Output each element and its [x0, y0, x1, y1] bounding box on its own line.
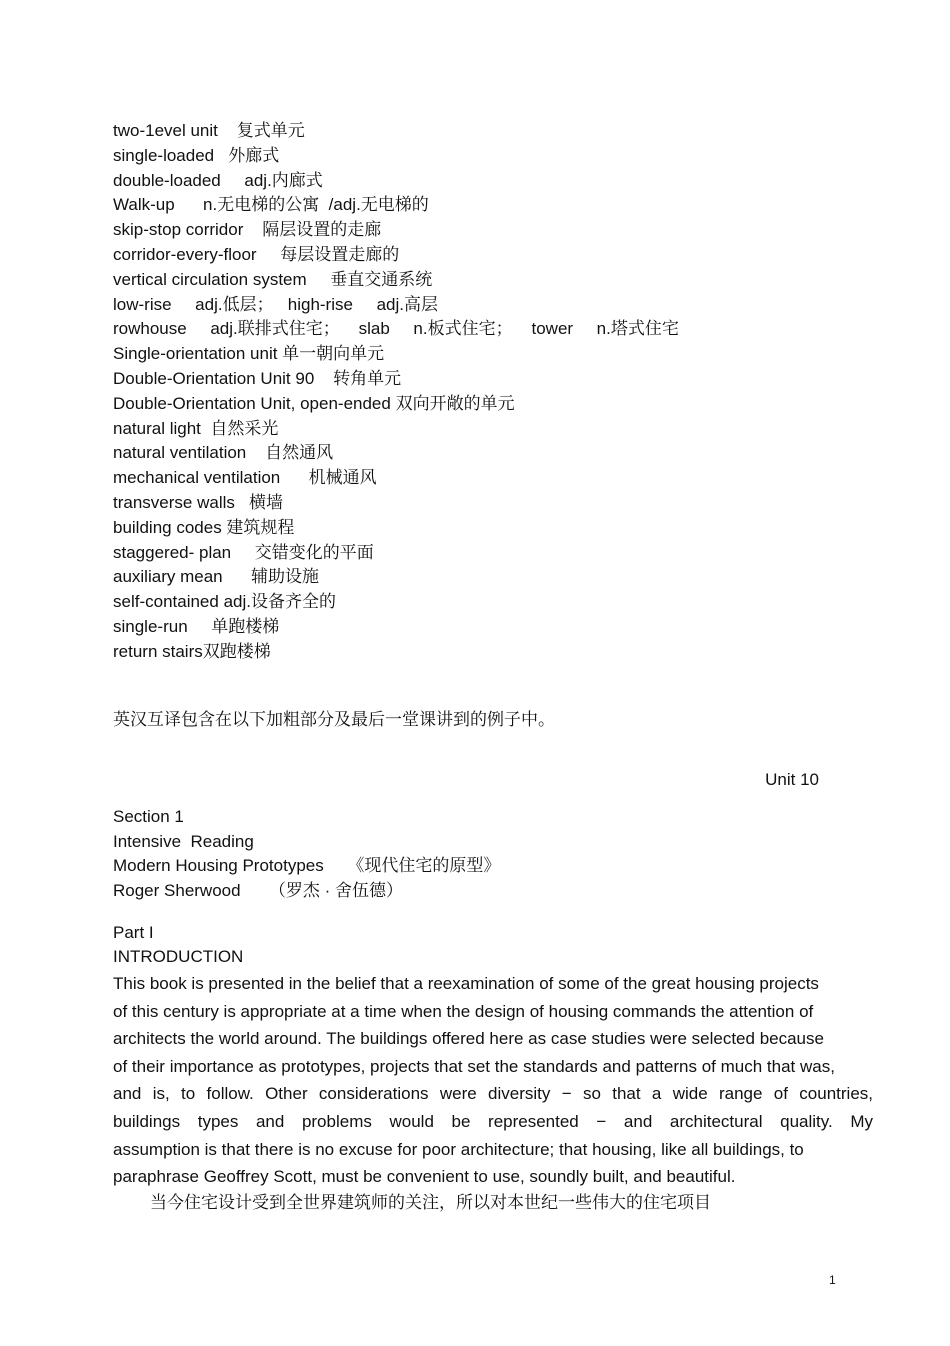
- page-number: 1: [829, 1273, 836, 1287]
- vocab-item: vertical circulation system 垂直交通系统: [113, 269, 433, 289]
- part-header: [113, 921, 243, 968]
- vocab-item: Single-orientation unit 单一朝向单元: [113, 344, 385, 364]
- section-title: Section 1: [113, 807, 184, 826]
- vocab-item: natural ventilation 自然通风: [113, 443, 334, 463]
- paragraph-line: of this century is appropriate at a time when the design of housing commands the attention of: [113, 1001, 814, 1021]
- reading-author: Roger Sherwood （罗杰 · 舍伍德）: [113, 880, 404, 900]
- vocab-item: building codes 建筑规程: [113, 517, 295, 537]
- paragraph-line: of their importance as prototypes, projects that set the standards and patterns of much that was,: [113, 1056, 835, 1076]
- vocab-item: natural light 自然采光: [113, 418, 279, 438]
- vocab-item: low-rise adj.低层； high-rise adj.高层: [113, 294, 438, 314]
- paragraph-line: This book is presented in the belief that a reexamination of some of the great housing projects: [113, 974, 819, 993]
- paragraph-line: assumption is that there is no excuse for poor architecture; that housing, like all buildings, to: [113, 1139, 804, 1159]
- paragraph-line: buildings types and problems would be represented − and architectural quality. My: [113, 1111, 873, 1131]
- reading-type: Intensive Reading: [113, 831, 254, 851]
- body-paragraph: [113, 970, 873, 1191]
- vocab-item: rowhouse adj.联排式住宅； slab n.板式住宅； tower n.塔式住宅: [113, 319, 679, 339]
- vocab-item: single-loaded 外廊式: [113, 145, 280, 165]
- vocab-item: mechanical ventilation 机械通风: [113, 468, 377, 488]
- vocab-item: single-run 单跑楼梯: [113, 616, 280, 636]
- vocab-item: Double-Orientation Unit, open-ended 双向开敞的单元: [113, 393, 515, 413]
- reading-title: Modern Housing Prototypes 《现代住宅的原型》: [113, 856, 501, 876]
- vocab-item: double-loaded adj.内廊式: [113, 170, 323, 190]
- paragraph-line: and is, to follow. Other considerations were diversity − so that a wide range of countries,: [113, 1084, 873, 1104]
- paragraph-line: architects the world around. The buildings offered here as case studies were selected because: [113, 1029, 824, 1049]
- translation-note: 英汉互译包含在以下加粗部分及最后一堂课讲到的例子中。: [113, 710, 555, 729]
- vocab-item: return stairs双跑楼梯: [113, 641, 271, 661]
- vocabulary-list: [113, 119, 873, 665]
- vocab-item: corridor-every-floor 每层设置走廊的: [113, 244, 400, 264]
- unit-heading: Unit 10: [765, 770, 819, 789]
- vocab-item: staggered- plan 交错变化的平面: [113, 542, 374, 562]
- part-heading: INTRODUCTION: [113, 946, 244, 966]
- vocab-item: transverse walls 横墙: [113, 492, 284, 512]
- vocab-item: Walk-up n.无电梯的公寓 /adj.无电梯的: [113, 195, 429, 215]
- section-header: [113, 805, 500, 903]
- paragraph-line: paraphrase Geoffrey Scott, must be convenient to use, soundly built, and beautiful.: [113, 1167, 736, 1187]
- chinese-translation-line: 当今住宅设计受到全世界建筑师的关注，所以对本世纪一些伟大的住宅项目: [150, 1193, 711, 1212]
- vocab-item: auxiliary mean 辅助设施: [113, 567, 319, 587]
- vocab-item: two-1evel unit 复式单元: [113, 121, 305, 140]
- part-label: Part I: [113, 923, 154, 942]
- vocab-item: Double-Orientation Unit 90 转角单元: [113, 368, 402, 388]
- vocab-item: skip-stop corridor 隔层设置的走廊: [113, 220, 382, 240]
- vocab-item: self-contained adj.设备齐全的: [113, 592, 336, 612]
